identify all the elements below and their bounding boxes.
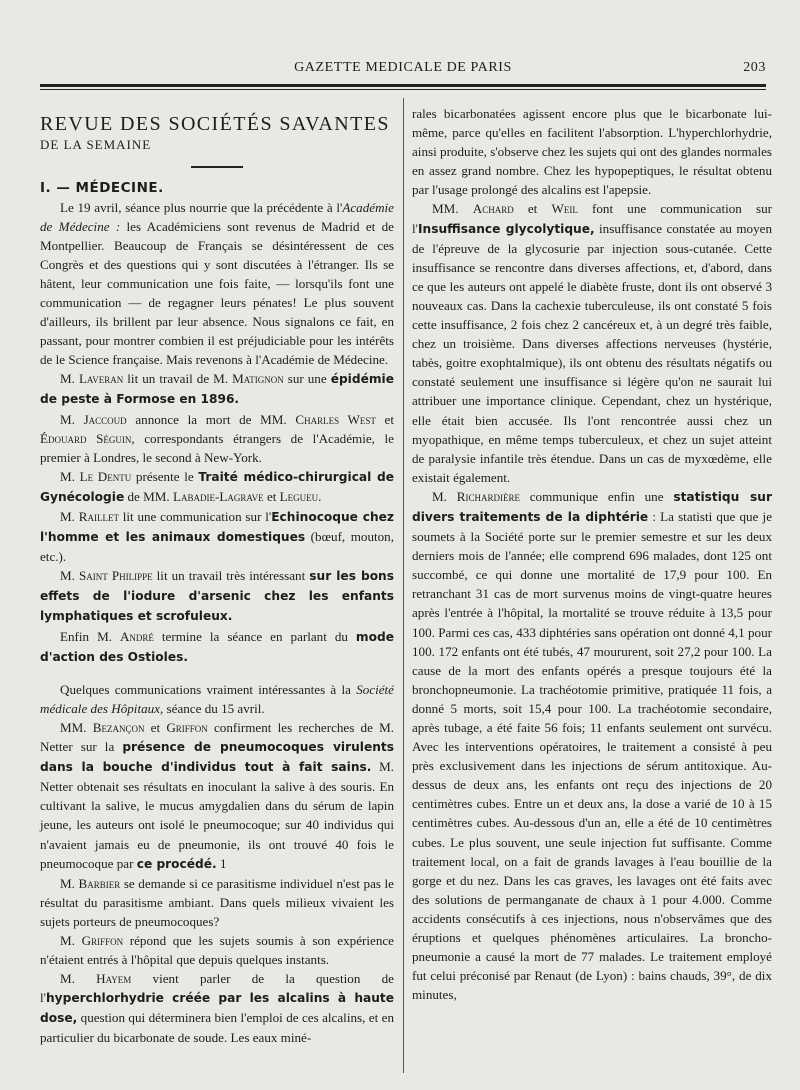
paragraph-bezancon: MM. Bezançon et Griffon confirment les recherches de M. Netter sur la présence de pneumocoques virulents dans la bouche d'individus tout à fait sains. M. Netter obtenait ses résultats en inoculant la salive à des souris. En cultivant la salive, le mucus amygdalien dans du sérum de lapin jeune, les auteurs ont isolé le pneumocoque; sur 40 individus qui n'avaient jamais eu de pneumonie, ils ont trouvé 40 fois le pneumocoque par ce procédé. 1 [40, 719, 394, 871]
header-rule-thick [40, 84, 766, 87]
title-divider [191, 166, 243, 168]
paragraph-societe-hopitaux: Quelques communications vraiment intéressantes à la Société médicale des Hôpitaux, séance du 15 avril. [40, 681, 394, 716]
paragraph-griffon: M. Griffon répond que les sujets soumis à son expérience n'étaient entrés à l'hôpital que depuis quelques instants. [40, 932, 394, 968]
page-number: 203 [743, 60, 766, 75]
left-column [40, 112, 394, 1048]
paragraph-continuation: rales bicarbonatées agissent encore plus que le bicarbonate lui-même, parce qu'elles en facilitent l'absorption. L'hyperchlorhydrie, ainsi produite, s'observe chez les sujets qui ont des glandes normales en assez grand nombre. Chez les hypopeptiques, le résultat obtenu par l'usage prolongé des alcalins est l'apepsie. [412, 106, 772, 198]
header-rule-thin [40, 89, 766, 90]
review-title: REVUE DES SOCIÉTÉS SAVANTES [40, 113, 390, 135]
column-divider [403, 98, 404, 1073]
paragraph-barbier: M. Barbier se demande si ce parasitisme individuel n'est pas le résultat du parasitisme ambiant. Dans quels milieux vivaient les sujets porteurs de pneumocoques? [40, 875, 394, 929]
review-subtitle: DE LA SEMAINE [40, 137, 152, 152]
right-column [412, 104, 772, 1004]
paragraph-le-dentu: M. Le Dentu présente le Traité médico-chirurgical de Gynécologie de MM. Labadie-Lagrave et Legueu. [40, 468, 394, 504]
paragraph-jaccoud: M. Jaccoud annonce la mort de MM. Charles West et Édouard Séguin, correspondants étrangers de l'Académie, le premier à Londres, le second à New-York. [40, 411, 394, 465]
paragraph-richardiere: M. Richardière communique enfin une statistiqu sur divers traitements de la diphtérie : La statisti que que je soumets à la Société porte sur le premier semestre et sur les deux derniers mois de l'année; elle comprend 696 malades, dont 125 ont succombé, ce qui donne une mortalité de 17,9 pour 100. En retranchant 31 cas de mort survenus moins de vingt-quatre heures après l'entrée à l'hôpital, la mortalité se trouve réduite à 13,5 pour 100. Parmi ces cas, 433 diphtéries sans opération ont donné 4,1 pour 100. 172 enfants ont été tubés, 47 moururent, soit 27,2 pour 100. La cause de la mort des enfants opérés a presque toujours été la bronchopneumonie. La trachéotomie primitive, pratiquée 11 fois, a donné 5 morts, soit 15,4 pour 100. La trachéotomie secondaire, après tubage, a été faite 56 fois; 11 enfants seulement ont survécu. Avec les interventions opératoires, le traitement a consisté à peu près exclusivement dans les injections de sérum antitoxique. Au-dessus de deux ans, les enfants ont reçu des injections de 20 centimètres cubes. Entre un et deux ans, la dose a varié de 10 à 15 centimètres cubes. Au-dessous d'un an, elle a été de 10 centimètres cubes. Le plus souvent, une seule injection fut suffisante. Comme traitement local, on a fait de grands lavages à l'eau bouillie de la gorge et du nez. Dans les cas graves, les lavages ont été faits avec des solutions de permanganate de chaux à 1 pour 4.000. Comme accidents consécutifs à ces injections, nous n'observâmes que des éruptions et quelques phénomènes articulaires. La broncho-pneumonie a causé la mort de 77 malades. Le traitement employé fut celui préconisé par Renaut (de Lyon) : bains chauds, 39°, de dix minutes, [412, 488, 773, 1003]
paragraph-gap [40, 667, 394, 680]
journal-title: GAZETTE MEDICALE DE PARIS [294, 60, 512, 75]
paragraph-raillet: M. Raillet lit une communication sur l'Echinocoque chez l'homme et les animaux domestiques (bœuf, mouton, etc.). [40, 509, 394, 565]
section-heading: I. — MÉDECINE. [40, 179, 164, 196]
paragraph-academie: Le 19 avril, séance plus nourrie que la précédente à l'Académie de Médecine : les Académiciens sont revenus de Madrid et de Montpellier. Beaucoup de Français se désintéressent de ces Congrès et des questions qui y sont discutées à l'étranger. Ils se hâtent, leur communication une fois faite, — lorsqu'ils font une communication — de regagner leurs pénates! Le plus souvent d'ailleurs, ils brillent par leur absence. Nous signalons ce fait, en passant, pour montrer combien il est préjudiciable pour les intérêts de le Science française. Mais revenons à l'Académie de Médecine. [40, 199, 394, 368]
paragraph-andre: Enfin M. André termine la séance en parlant du mode d'action des Ostioles. [40, 628, 394, 664]
paragraph-hayem: M. Hayem vient parler de la question de l'hyperchlorhydrie créée par les alcalins à haute dose, question qui déterminera bien l'emploi de ces alcalins, et en particulier du bicarbonate de soude. Les eaux miné- [40, 971, 394, 1046]
paragraph-achard-weil: MM. Achard et Weil font une communication sur l'Insuffisance glycolytique, insuffisance constatée au moyen de l'épreuve de la glycosurie par injection sous-cutanée. Cette insuffisance se rencontre dans diverses affections, et, d'abord, dans ce que les auteurs ont appelé le diabète fruste, dont ils ont observé 3 nouveaux cas. Dans la cachexie tuberculeuse, ils ont constaté 5 fois cette insuffisance, 2 fois chez 2 cancéreux et, à un degré très faible, chez un troisième. Dans diverses affections nerveuses (hystérie, tabès, goitre exophtalmique), ils ont obtenu des résultats négatifs ou constaté seulement une insuffisance si légère qu'on ne saurait lui attribuer une importance clinique. Cependant, chez un hystérique, elle était bien accusée. Ils l'ont rencontrée aussi chez un myopathique, en même temps tuberculeux, et chez un sujet atteint de paralysie infantile très étendue. Dans un cas de myxœdème, elle existait également. [412, 201, 772, 485]
running-header [40, 60, 766, 80]
paragraph-saint-philippe: M. Saint Philippe lit un travail très intéressant sur les bons effets de l'iodure d'arsenic chez les enfants lymphatiques et scrofuleux. [40, 568, 394, 624]
paragraph-laveran: M. Laveran lit un travail de M. Matignon sur une épidémie de peste à Formose en 1896. [40, 371, 394, 407]
